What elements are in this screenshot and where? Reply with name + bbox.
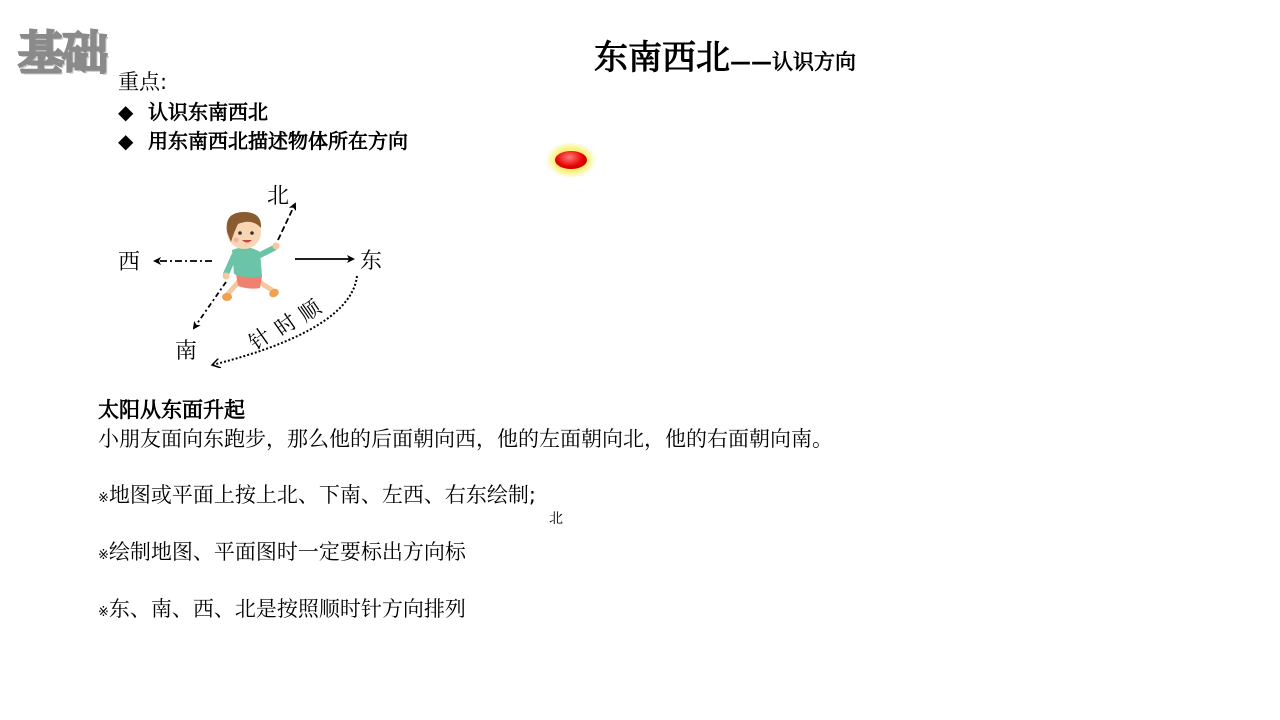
focus-label: 重点: xyxy=(118,70,168,94)
title-sub: ——认识方向 xyxy=(730,50,856,74)
north-arrow xyxy=(278,204,295,240)
small-north-label: 北 xyxy=(549,511,563,527)
sun-icon xyxy=(555,151,587,169)
focus-item xyxy=(118,125,408,154)
note-text: 绘制地图、平面图时一定要标出方向标 xyxy=(108,540,466,564)
note-text: 地图或平面上按上北、下南、左西、右东绘制; xyxy=(108,483,536,507)
clockwise-char: 顺 xyxy=(294,295,326,327)
direction-diagram xyxy=(100,170,400,380)
west-label: 西 xyxy=(117,250,141,275)
reference-mark-icon: ※ xyxy=(98,491,109,506)
focus-item xyxy=(118,96,268,125)
basic-badge: 基础 xyxy=(18,26,106,80)
reference-mark-icon: ※ xyxy=(98,605,109,620)
section-heading: 太阳从东面升起 xyxy=(98,398,245,422)
north-label: 北 xyxy=(266,184,290,209)
east-label: 东 xyxy=(359,249,383,274)
title-main: 东南西北 xyxy=(594,38,730,78)
focus-item-label: 用东南西北描述物体所在方向 xyxy=(148,129,408,153)
reference-mark-icon: ※ xyxy=(98,548,109,563)
note-line xyxy=(98,536,466,566)
south-arrow xyxy=(194,282,226,328)
note-text: 东、南、西、北是按照顺时针方向排列 xyxy=(108,597,466,621)
clockwise-char: 时 xyxy=(270,309,302,341)
focus-item-label: 认识东南西北 xyxy=(148,100,268,124)
page-title xyxy=(594,30,856,79)
diamond-bullet-icon: ◆ xyxy=(118,129,134,153)
diamond-bullet-icon: ◆ xyxy=(118,100,134,124)
note-line xyxy=(98,479,536,509)
note-line xyxy=(98,593,466,623)
clockwise-char: 针 xyxy=(244,323,276,355)
south-label: 南 xyxy=(174,339,198,364)
running-child-icon xyxy=(222,212,280,301)
explanation-line: 小朋友面向东跑步，那么他的后面朝向西，他的左面朝向北，他的右面朝向南。 xyxy=(98,427,833,451)
